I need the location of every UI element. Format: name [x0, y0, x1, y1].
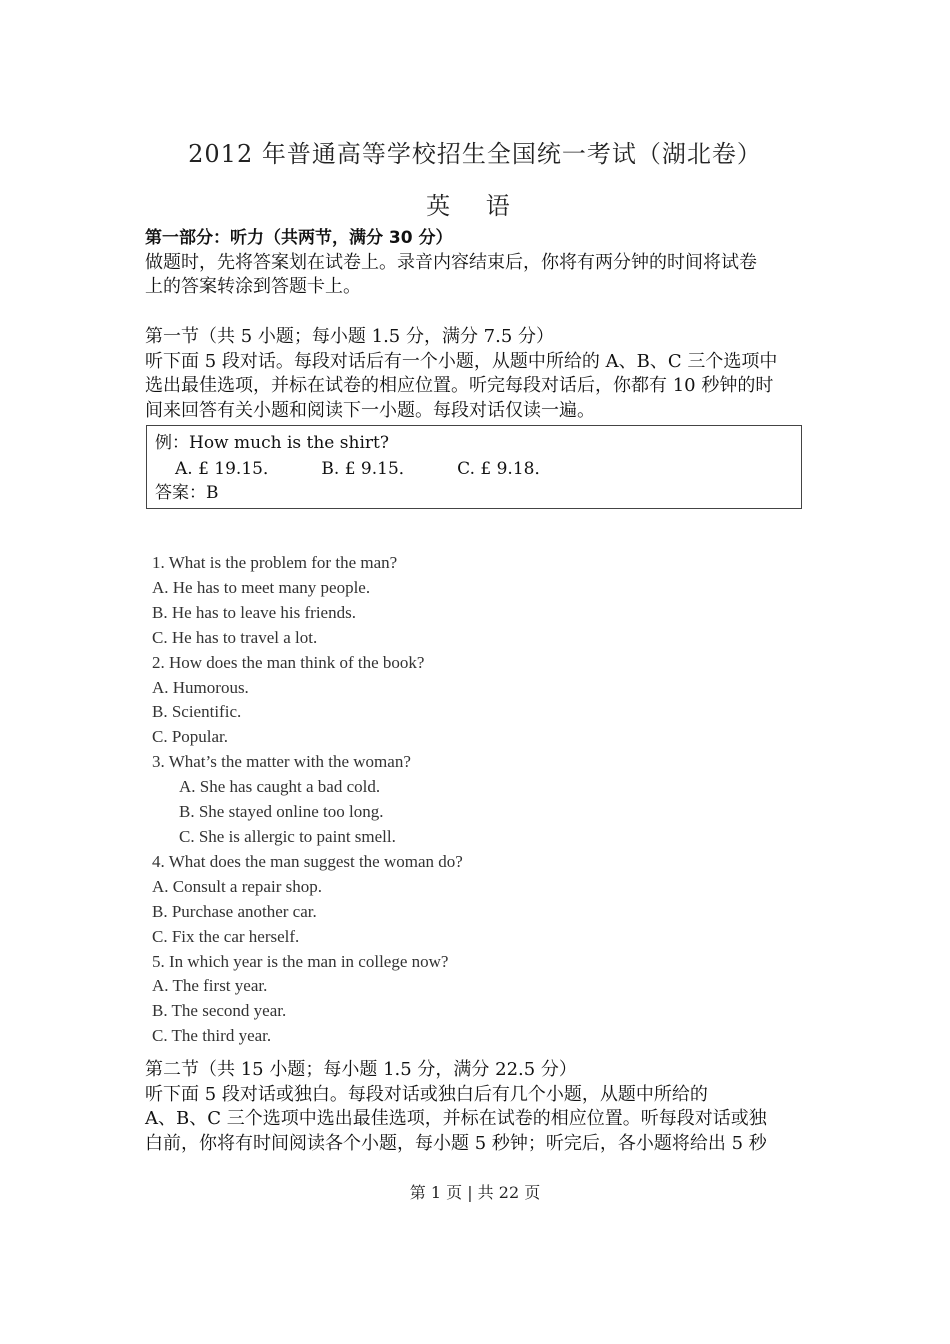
answer-option: A. The first year. [152, 976, 268, 996]
section1-intro-line: 听下面 5 段对话。每段对话后有一个小题，从题中所给的 A、B、C 三个选项中 [145, 350, 778, 372]
answer-option: C. Fix the car herself. [152, 926, 300, 946]
section1-intro-line: 间来回答有关小题和阅读下一小题。每段对话仅读一遍。 [145, 399, 595, 421]
example-box [146, 425, 802, 509]
section2-block [145, 1058, 810, 1156]
part1-intro-line: 做题时，先将答案划在试卷上。录音内容结束后，你将有两分钟的时间将试卷 [145, 251, 757, 273]
answer-option: C. She is allergic to paint smell. [179, 826, 396, 846]
section1-heading: 第一节（共 5 小题；每小题 1.5 分，满分 7.5 分） [145, 326, 555, 347]
part1-intro-line: 上的答案转涂到答题卡上。 [145, 276, 361, 297]
page-footer: 第 1 页 | 共 22 页 [409, 1183, 541, 1202]
exam-title: 2012 年普通高等学校招生全国统一考试（湖北卷） [188, 140, 762, 168]
answer-option: A. She has caught a bad cold. [179, 777, 381, 797]
question-stem: 1. What is the problem for the man? [152, 553, 398, 572]
answer-option: B. She stayed online too long. [179, 802, 384, 822]
answer-option: A. He has to meet many people. [152, 577, 371, 597]
answer-option: C. The third year. [152, 1026, 272, 1046]
section2-intro-line: A、B、C 三个选项中选出最佳选项，并标在试卷的相应位置。听每段对话或独 [145, 1108, 767, 1129]
section1-intro-line: 选出最佳选项，并标在试卷的相应位置。听完每段对话后，你都有 10 秒钟的时 [145, 375, 774, 396]
part1-heading: 第一部分：听力（共两节，满分 30 分） [145, 228, 453, 248]
answer-option: A. Consult a repair shop. [152, 876, 322, 896]
answer-option: B. The second year. [152, 1001, 287, 1021]
example-options [175, 454, 587, 479]
section1-block [145, 325, 810, 423]
answer-option: B. He has to leave his friends. [152, 602, 356, 622]
question-stem: 2. How does the man think of the book? [152, 652, 425, 672]
question-stem: 3. What’s the matter with the woman? [152, 752, 411, 772]
section2-heading: 第二节（共 15 小题；每小题 1.5 分，满分 22.5 分） [145, 1059, 577, 1080]
question-stem: 4. What does the man suggest the woman do? [152, 851, 463, 871]
answer-option: B. Purchase another car. [152, 901, 317, 921]
answer-option: C. He has to travel a lot. [152, 627, 318, 647]
example-option: C. £ 9.18． [457, 459, 552, 479]
example-question: 例：How much is the shirt? [155, 433, 389, 453]
example-option: A. £ 19.15． [175, 459, 280, 479]
exam-subject: 英 语 [426, 192, 524, 220]
example-option: B. £ 9.15． [321, 459, 416, 479]
answer-option: C. Popular. [152, 727, 229, 747]
part1-block [145, 226, 810, 300]
example-answer: 答案：B [155, 483, 219, 503]
question-stem: 5. In which year is the man in college now? [152, 951, 449, 971]
answer-option: B. Scientific. [152, 702, 242, 722]
answer-option: A. Humorous. [152, 677, 249, 697]
section2-intro-line: 听下面 5 段对话或独白。每段对话或独白后有几个小题，从题中所给的 [145, 1083, 708, 1105]
section2-intro-line: 白前，你将有时间阅读各个小题，每小题 5 秒钟；听完后，各小题将给出 5 秒 [145, 1132, 767, 1154]
questions-list [152, 551, 752, 1049]
